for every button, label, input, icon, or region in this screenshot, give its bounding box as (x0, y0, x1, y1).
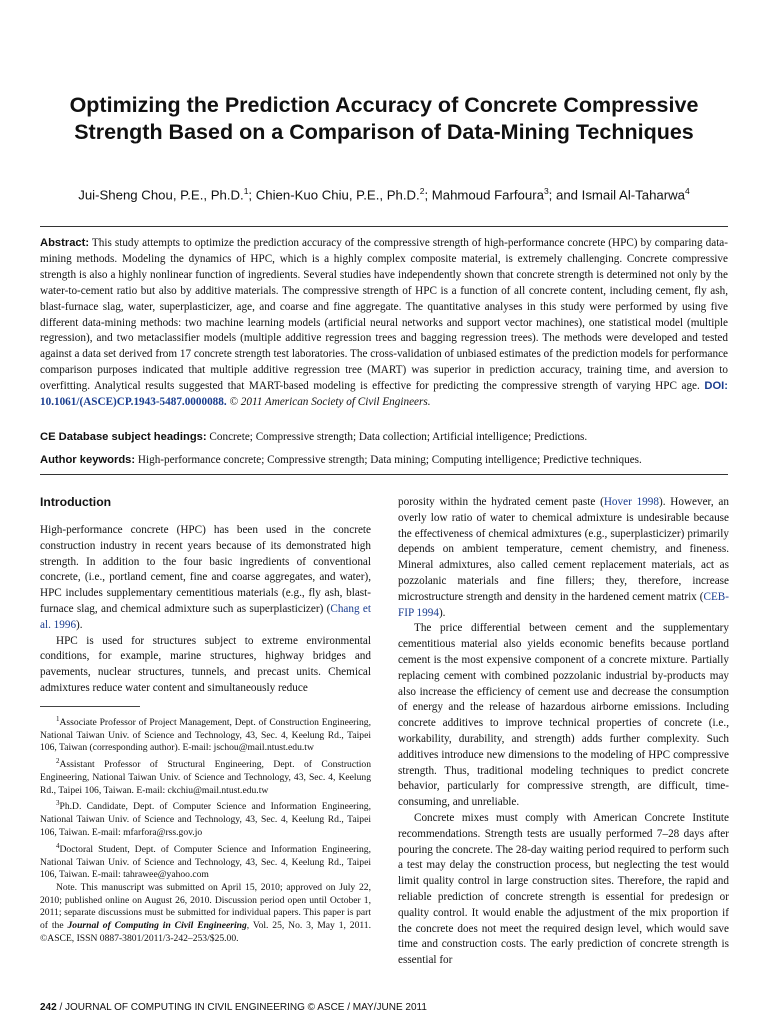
copyright-text: © 2011 American Society of Civil Engineers. (229, 396, 431, 409)
body-paragraph: The price differential between cement and the supplementary cementitious material also yields economic benefits because portland cement is the most expensive component of a concrete mixture. Partially replacing cement with combined pozzolanic industrial by-products may also increase the efficiency of cement use and decrease the consumption of energy and the release of hazardous airborne emissions. Including concrete additives to improve technical properties of concrete (i.e., workability, durability, and strength) adds further complexity. Such additives introduce new dimensions to the modeling of HPC compressive strength. Thus, traditional modeling techniques to predict concrete behavior, particularly for compressive strength, are difficult, time-consuming, and unreliable. (398, 622, 729, 809)
affiliation-mark: 4 (685, 186, 690, 196)
citation-link[interactable]: Chang et al. 1996 (40, 602, 371, 631)
footnote-divider (40, 706, 140, 707)
section-heading: Introduction (40, 495, 112, 509)
abstract-text: This study attempts to optimize the prediction accuracy of the compressive strength of high-performance concrete (HPC) by comparing data-mining methods. Modeling the dynamics of HPC, which is a highly complex composite material, is extremely challenging. Concrete compressive strength is also a highly nonlinear function of ingredients. Several studies have independently shown that concrete strength is determined not only by the water-to-cement ratio but also by additive materials. The compressive strength of HPC is a function of all concrete content, including cement, fly ash, blast-furnace slag, water, superplasticizer, age, and coarse and fine aggregate. The quantitative analyses in this study were performed by using five different data-mining methods: two machine learning models (artificial neural networks and support vector machines), one statistical model (multiple regression), and two metaclassifier models (multiple additive regression trees and bagging regression trees). The methods were developed and tested against a data set derived from 17 concrete strength test laboratories. The cross-validation of unbiased estimates of the prediction models for performance comparison purposes indicated that multiple additive regression tree (MART) was superior in prediction accuracy, training time, and aversion to overfitting. Analytical results suggested that MART-based modeling is effective for predicting the compressive strength of varying HPC age. (40, 237, 728, 393)
footnote (40, 840, 371, 882)
paragraph-text: porosity within the hydrated cement paste ( (398, 496, 604, 508)
citation-link[interactable]: Hover 1998 (603, 496, 659, 508)
author-keywords-text: High-performance concrete; Compressive strength; Data mining; Computing intelligence; Predictive techniques. (135, 454, 642, 466)
paper-title: Optimizing the Prediction Accuracy of Concrete Compressive Strength Based on a Comparison of Data-Mining Techniques (69, 93, 699, 144)
author-list (20, 182, 748, 204)
abstract-label: Abstract: (40, 237, 90, 249)
footnote (40, 797, 371, 839)
doi-label: DOI: (704, 380, 729, 393)
footnote-mark: 2 (56, 757, 60, 766)
body-paragraph (40, 523, 371, 634)
abstract (40, 236, 728, 411)
author-separator: ; (424, 187, 432, 203)
footnote-mark: 1 (56, 714, 60, 723)
footnote-text: Associate Professor of Project Management, Dept. of Construction Engineering, National Taiwan Univ. of Science and Technology, 43, Sec. 4, Keelung Rd., Taipei 106, Taiwan (corresponding author). E-mail: jschou@mail.ntust.edu.tw (40, 716, 371, 754)
paragraph-text: ). (76, 618, 83, 631)
subject-headings (40, 430, 728, 445)
affiliation-mark: 2 (419, 186, 425, 196)
page-number: 242 (40, 1002, 57, 1013)
footnote-mark: 3 (56, 799, 60, 808)
affiliation-mark: 1 (243, 186, 249, 196)
left-column (40, 495, 371, 945)
section-divider (40, 474, 728, 475)
note-text: , Vol. 25, No. 3, May 1, 2011. ©ASCE, ISSN 0887-3801/2011/3-242–253/$25.00. (40, 920, 371, 944)
author-separator: ; (248, 187, 256, 203)
doi-link[interactable]: 10.1061/(ASCE)CP.1943-5487.0000088. (40, 396, 227, 409)
author-keywords-label: Author keywords: (40, 454, 136, 466)
author-name: Jui-Sheng Chou, P.E., Ph.D. (78, 187, 244, 203)
right-column (398, 495, 729, 969)
body-paragraph: HPC is used for structures subject to extreme environmental conditions, for example, marine structures, highway bridges and pavements, nuclear structures, tunnels, and precast units. Chemical admixtures reduce water content and simultaneously reduce (40, 634, 371, 694)
author-name: Ismail Al-Taharwa (581, 187, 686, 203)
top-divider (40, 226, 728, 227)
body-paragraph: Concrete mixes must comply with American Concrete Institute recommendations. Strength tests are usually performed 7–28 days after pouring the concrete. The 28-day waiting period required to perform such a test may delay the construction process, but neglecting the test would limit quality control in large construction sites. Therefore, the rapid and reliable prediction of concrete strength is essential for predesign or quality control. It would enable the adjustment of the mix proportion if the concrete does not meet the required design level, which would save time and construction costs. The early prediction of concrete strength is essential for (398, 811, 729, 967)
footnote (40, 713, 371, 755)
author-name: Mahmoud Farfoura (431, 187, 544, 203)
page-footer (40, 1002, 427, 1014)
footnote-mark: 4 (56, 841, 60, 850)
footnote (40, 755, 371, 797)
footer-text: / JOURNAL OF COMPUTING IN CIVIL ENGINEERING © ASCE / MAY/JUNE 2011 (56, 1002, 427, 1013)
subject-headings-text: Concrete; Compressive strength; Data collection; Artificial intelligence; Predictions. (206, 431, 588, 443)
subject-headings-label: CE Database subject headings: (40, 431, 207, 443)
citation-link[interactable]: CEB-FIP 1994 (398, 590, 729, 619)
author-name: Chien-Kuo Chiu, P.E., Ph.D. (255, 187, 420, 203)
author-separator: ; and (548, 187, 582, 203)
paragraph-text: High-performance concrete (HPC) has been used in the concrete construction industry in recent years because of its demonstrated high strength. In addition to the four basic ingredients of conventional concrete, (i.e., portland cement, fine and coarse aggregates, and water), HPC includes supplementary cementitious materials (e.g., fly ash, blast-furnace slag, and chemical admixture such as superplasticizer) ( (40, 524, 371, 615)
note-text: Note. This manuscript was submitted on April 15, 2010; approved on July 22, 2010; published online on August 26, 2010. Discussion period open until October 1, 2011; separate discussions must be submitted for individual papers. This paper is part of the (40, 881, 371, 932)
paragraph-text: ). (438, 606, 446, 619)
footnote-text: Assistant Professor of Structural Engineering, Dept. of Construction Engineering, National Taiwan Univ. of Science and Technology, 43, Sec. 4, Keelung Rd., Taipei 106, Taiwan. E-mail: ckchiu@mail.ntust.edu.tw (40, 759, 371, 796)
author-keywords (40, 453, 728, 468)
manuscript-note (40, 882, 371, 946)
affiliation-mark: 3 (543, 186, 549, 196)
footnote-text: Ph.D. Candidate, Dept. of Computer Science and Information Engineering, National Taiwan Univ. of Science and Technology, 43, Sec. 4, Keelung Rd., Taipei 106, Taiwan. E-mail: mfarfora@rss.gov.jo (40, 801, 371, 838)
footnote-text: Doctoral Student, Dept. of Computer Science and Information Engineering, National Taiwan Univ. of Science and Technology, 43, Sec. 4, Keelung Rd., Taipei 106, Taiwan. E-mail: tahrawee@yahoo.com (40, 843, 371, 881)
body-paragraph (398, 495, 729, 621)
paragraph-text: ). However, an overly low ratio of water to chemical admixture is undesirable because the effectiveness of chemical admixtures (e.g., superplasticizer) primarily depends on ambient temperature, cement chemistry, and fineness. Mineral admixtures, also called cement replacement materials, act as pozzolanic materials and fine fillers; they, therefore, increase microstructure strength and density in the hardened cement matrix ( (398, 496, 729, 603)
journal-name: Journal of Computing in Civil Engineering (67, 920, 247, 932)
